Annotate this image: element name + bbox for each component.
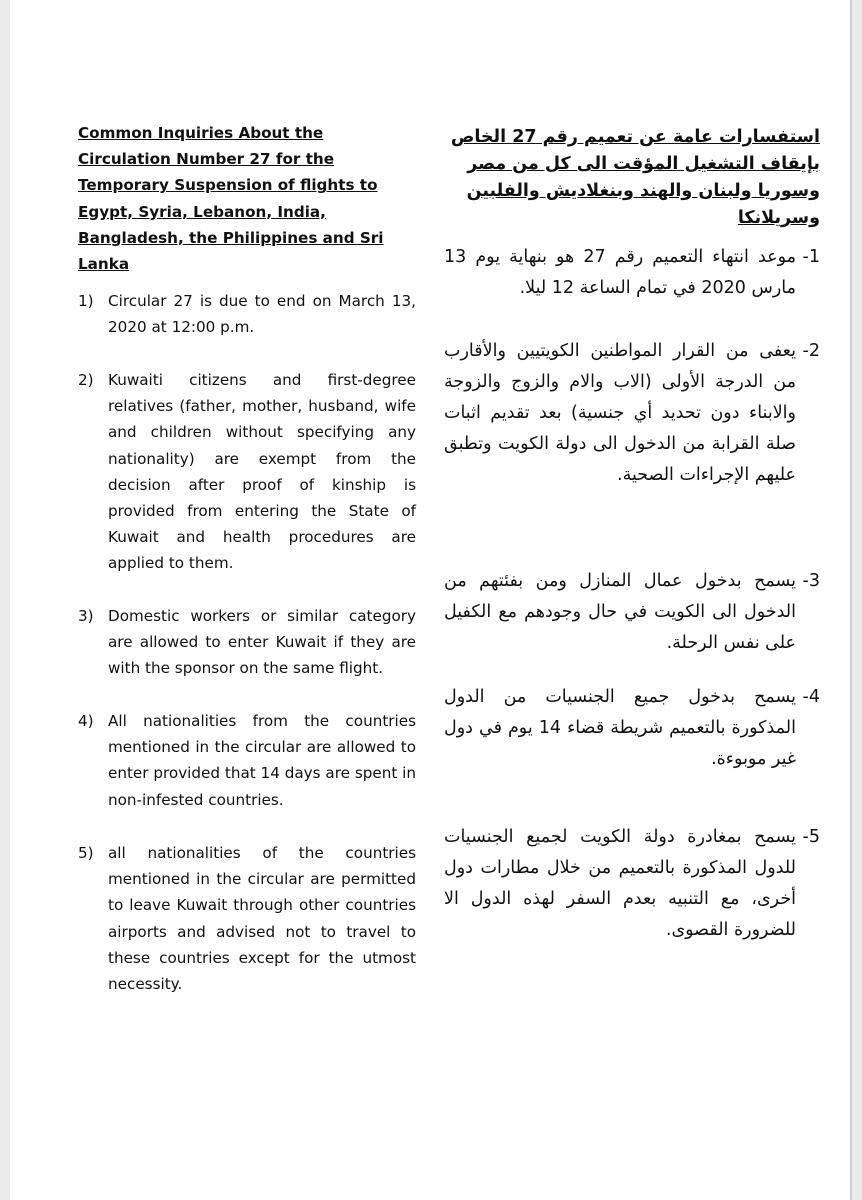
arabic-item-2 <box>444 336 820 491</box>
item-number: 1- <box>802 247 820 267</box>
item-text: Domestic workers or similar category are allowed to enter Kuwait if they are with the sponsor on the same flight. <box>108 607 416 678</box>
english-item-2 <box>78 367 416 577</box>
item-text: موعد انتهاء التعميم رقم 27 هو بنهاية يوم 13 مارس 2020 في تمام الساعة 12 ليلا. <box>444 247 796 298</box>
english-item-3 <box>78 603 416 682</box>
item-text: يسمح بدخول جميع الجنسيات من الدول المذكورة بالتعميم شريطة قضاء 14 يوم في دول غير موبوءة. <box>444 687 796 769</box>
english-item-1 <box>78 288 416 340</box>
english-item-4 <box>78 708 416 813</box>
item-number: 2- <box>802 341 820 361</box>
item-number: 3) <box>78 607 94 625</box>
item-text: Kuwaiti citizens and first-degree relatives (father, mother, husband, wife and children without specifying any nationality) are exempt from the decision after proof of kinship is provided from entering the State of Kuwait and health procedures are applied to them. <box>108 371 416 573</box>
english-item-5 <box>78 840 416 997</box>
item-number: 5- <box>802 827 820 847</box>
item-text: يعفى من القرار المواطنين الكويتيين والأقارب من الدرجة الأولى (الاب والام والزوج والزوجة والابناء دون تحديد أي جنسية) بعد تقديم اثبات صلة القرابة من الدخول الى دولة الكويت وتطبق عليهم الإجراءات الصحية. <box>444 341 796 485</box>
item-text: Circular 27 is due to end on March 13, 2020 at 12:00 p.m. <box>108 292 416 337</box>
item-number: 4- <box>802 687 820 707</box>
page-edge-shadow <box>850 0 852 1200</box>
item-number: 1) <box>78 292 94 310</box>
item-number: 3- <box>802 571 820 591</box>
item-text: All nationalities from the countries mentioned in the circular are allowed to enter provided that 14 days are spent in non-infested countries. <box>108 712 416 809</box>
english-title: Common Inquiries About the Circulation Number 27 for the Temporary Suspension of flights to Egypt, Syria, Lebanon, India, Bangladesh, the Philippines and Sri Lanka <box>78 124 384 274</box>
item-text: يسمح بمغادرة دولة الكويت لجميع الجنسيات للدول المذكورة بالتعميم من خلال مطارات دول أخرى، مع التنبيه بعدم السفر لهذه الدول الا للضرورة القصوى. <box>444 827 796 940</box>
item-number: 2) <box>78 371 94 389</box>
document-page <box>10 0 852 1200</box>
arabic-item-4 <box>444 682 820 775</box>
arabic-item-3 <box>444 566 820 659</box>
item-number: 4) <box>78 712 94 730</box>
arabic-item-1 <box>444 242 820 304</box>
item-text: يسمح بدخول عمال المنازل ومن بفئتهم من الدخول الى الكويت في حال وجودهم مع الكفيل على نفس الرحلة. <box>444 571 796 653</box>
arabic-title: استفسارات عامة عن تعميم رقم 27 الخاص بإيقاف التشغيل المؤقت الى كل من مصر وسوريا ولبنان والهند وبنغلاديش والفلبين وسريلانكا <box>450 127 820 228</box>
item-number: 5) <box>78 844 94 862</box>
arabic-item-5 <box>444 822 820 946</box>
item-text: all nationalities of the countries mentioned in the circular are permitted to leave Kuwait through other countries airports and advised not to travel to these countries except for the utmost necessity. <box>108 844 416 994</box>
